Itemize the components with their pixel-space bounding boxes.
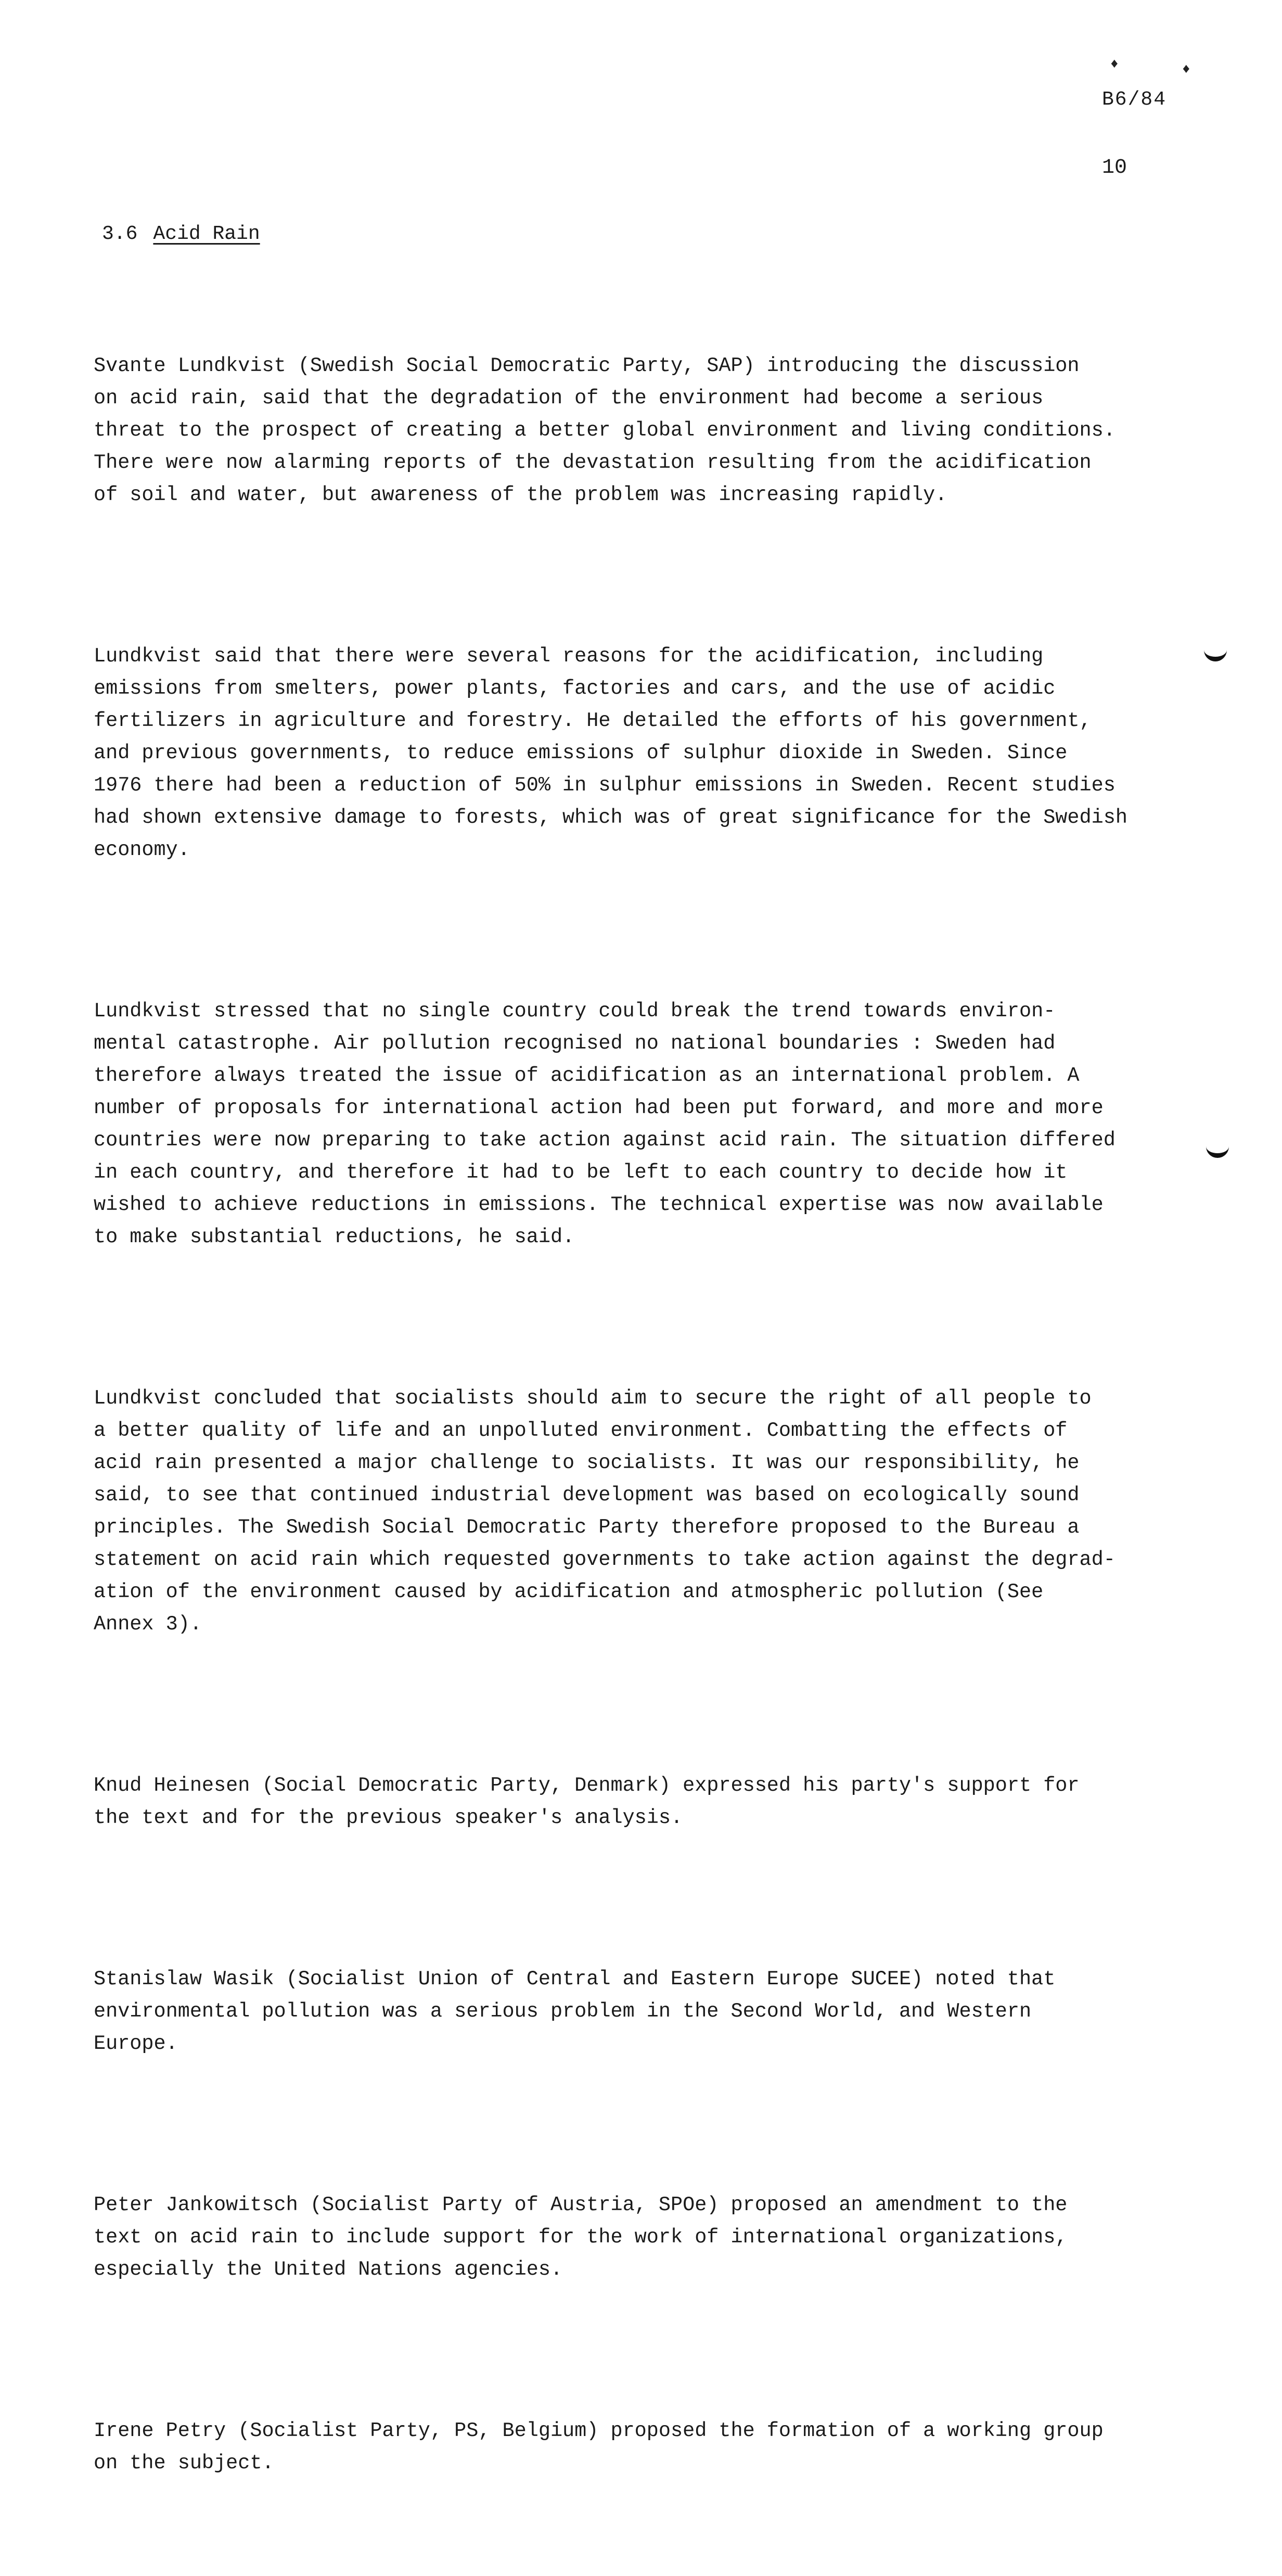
text-line: Knud Heinesen (Social Democratic Party, Denmark) expressed his party's support for bbox=[94, 1774, 1080, 1797]
text-line: fertilizers in agriculture and forestry. He detailed the efforts of his government, bbox=[94, 709, 1092, 732]
text-line: emissions from smelters, power plants, factories and cars, and the use of acidic bbox=[94, 677, 1056, 700]
text-line: mental catastrophe. Air pollution recognised no national boundaries : Sweden had bbox=[94, 1032, 1056, 1055]
text-line: on the subject. bbox=[94, 2452, 274, 2475]
paragraph-heinesen bbox=[94, 1769, 1197, 1834]
text-line: principles. The Swedish Social Democratic Party therefore proposed to the Bureau a bbox=[94, 1516, 1080, 1539]
paragraph-jankowitsch bbox=[94, 2189, 1197, 2286]
check-mark-icon bbox=[1204, 643, 1227, 661]
text-line: Europe. bbox=[94, 2032, 178, 2055]
section-heading bbox=[102, 223, 260, 245]
text-line: Lundkvist concluded that socialists should aim to secure the right of all people to bbox=[94, 1387, 1092, 1410]
pen-mark: ♦ bbox=[1110, 56, 1119, 72]
text-line: on acid rain, said that the degradation of the environment had become a serious bbox=[94, 387, 1044, 410]
paragraph-introduction bbox=[94, 350, 1197, 511]
text-line: Irene Petry (Socialist Party, PS, Belgium) proposed the formation of a working group bbox=[94, 2419, 1104, 2442]
text-line: threat to the prospect of creating a better global environment and living conditions. bbox=[94, 419, 1116, 442]
text-line: Peter Jankowitsch (Socialist Party of Austria, SPOe) proposed an amendment to the bbox=[94, 2194, 1068, 2216]
text-line: Svante Lundkvist (Swedish Social Democratic Party, SAP) introducing the discussion bbox=[94, 354, 1080, 377]
text-line: environmental pollution was a serious problem in the Second World, and Western bbox=[94, 2000, 1032, 2023]
text-line: especially the United Nations agencies. bbox=[94, 2258, 563, 2281]
text-line: 1976 there had been a reduction of 50% in sulphur emissions in Sweden. Recent studies bbox=[94, 774, 1116, 797]
paragraph-international bbox=[94, 995, 1197, 1253]
text-line: Annex 3). bbox=[94, 1613, 202, 1636]
text-line: Lundkvist stressed that no single country could break the trend towards environ- bbox=[94, 1000, 1056, 1023]
text-line: acid rain presented a major challenge to socialists. It was our responsibility, he bbox=[94, 1451, 1080, 1474]
section-number: 3.6 bbox=[102, 223, 138, 245]
text-line: number of proposals for international action had been put forward, and more and more bbox=[94, 1096, 1104, 1119]
text-line: There were now alarming reports of the devastation resulting from the acidification bbox=[94, 451, 1092, 474]
text-line: in each country, and therefore it had to be left to each country to decide how it bbox=[94, 1161, 1068, 1184]
text-line: said, to see that continued industrial development was based on ecologically sound bbox=[94, 1484, 1080, 1507]
paragraph-wasik bbox=[94, 1963, 1197, 2060]
text-line: to make substantial reductions, he said. bbox=[94, 1226, 575, 1248]
text-line: text on acid rain to include support for the work of international organizations, bbox=[94, 2226, 1068, 2249]
text-line: the text and for the previous speaker's analysis. bbox=[94, 1806, 683, 1829]
text-line: of soil and water, but awareness of the problem was increasing rapidly. bbox=[94, 483, 947, 506]
text-line: had shown extensive damage to forests, which was of great significance for the Swedish bbox=[94, 806, 1127, 829]
text-line: wished to achieve reductions in emissions. The technical expertise was now available bbox=[94, 1193, 1104, 1216]
section-title: Acid Rain bbox=[153, 223, 260, 245]
text-line: a better quality of life and an unpolluted environment. Combatting the effects of bbox=[94, 1419, 1068, 1442]
paragraph-conclusion bbox=[94, 1382, 1197, 1640]
text-line: statement on acid rain which requested governments to take action against the degrad- bbox=[94, 1548, 1116, 1571]
text-line: economy. bbox=[94, 838, 190, 861]
body-text bbox=[94, 285, 1197, 2576]
paragraph-petry bbox=[94, 2415, 1197, 2479]
text-line: Lundkvist said that there were several reasons for the acidification, including bbox=[94, 645, 1044, 668]
text-line: ation of the environment caused by acidification and atmospheric pollution (See bbox=[94, 1580, 1044, 1603]
text-line: countries were now preparing to take action against acid rain. The situation differed bbox=[94, 1129, 1116, 1152]
document-reference: B6/84 bbox=[1102, 88, 1167, 111]
paragraph-reasons bbox=[94, 640, 1197, 866]
pen-mark: ♦ bbox=[1182, 61, 1190, 77]
page-number: 10 bbox=[1102, 156, 1127, 180]
text-line: and previous governments, to reduce emissions of sulphur dioxide in Sweden. Since bbox=[94, 742, 1068, 764]
text-line: therefore always treated the issue of acidification as an international problem. A bbox=[94, 1064, 1080, 1087]
check-mark-icon bbox=[1206, 1140, 1229, 1158]
text-line: Stanislaw Wasik (Socialist Union of Central and Eastern Europe SUCEE) noted that bbox=[94, 1968, 1056, 1991]
